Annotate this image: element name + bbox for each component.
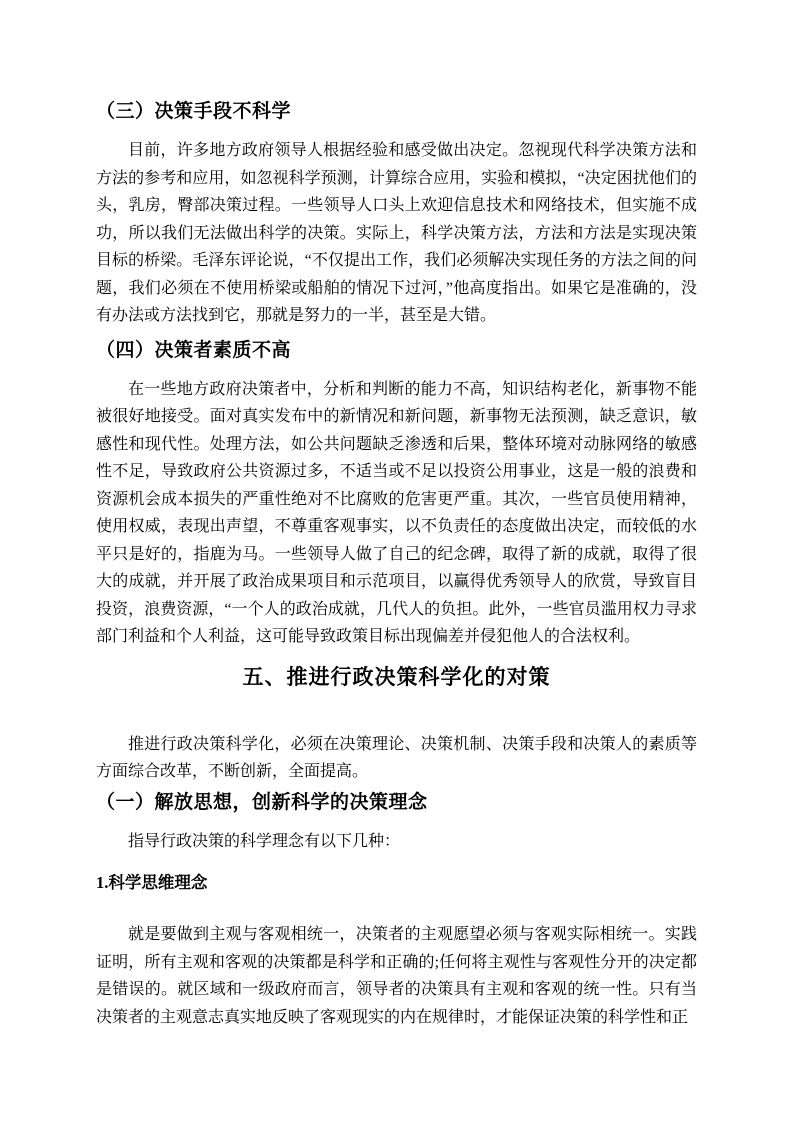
- paragraph-scientific-thinking-body: 就是要做到主观与客观相统一，决策者的主观愿望必须与客观实际相统一。实践证明，所有主观和客观的决策都是科学和正确的;任何将主观性与客观性分开的决定都是错误的。就区域和一级政府而言，领导者的决策具有主观和客观的统一性。只有当决策者的主观意志真实地反映了客观现实的内在规律时，才能保证决策的科学性和正: [96, 926, 697, 1026]
- heading-section-1-emancipate-mind: （一）解放思想，创新科学的决策理念: [96, 791, 428, 813]
- paragraph-chapter-5-intro: 推进行政决策科学化，必须在决策理论、决策机制、决策手段和决策人的素质等方面综合改革，不断创新，全面提高。: [96, 735, 697, 780]
- paragraph-section-4-body: 在一些地方政府决策者中，分析和判断的能力不高，知识结构老化，新事物不能被很好地接受。面对真实发布中的新情况和新问题，新事物无法预测，缺乏意识，敏感性和现代性。处理方法，如公共问题缺乏渗透和后果，整体环境对动脉网络的敏感性不足，导致政府公共资源过多，不适当或不足以投资公用事业，这是一般的浪费和资源机会成本损失的严重性绝对不比腐败的危害更严重。其次，一些官员使用精神，使用权威，表现出声望，不尊重客观事实，以不负责任的态度做出决定，而较低的水平只是好的，指鹿为马。一些领导人做了自己的纪念碑，取得了新的成就，取得了很大的成就，并开展了政治成果项目和示范项目，以赢得优秀领导人的欣赏，导致盲目投资，浪费资源，“一个人的政治成就，几代人的负担。此外，一些官员滥用权力寻求部门利益和个人利益，这可能导致政策目标出现偏差并侵犯他人的合法权利。: [96, 380, 697, 645]
- paragraph-section-1-lead-in: 指导行政决策的科学理念有以下几种：: [128, 832, 401, 850]
- paragraph-section-3-body: 目前，许多地方政府领导人根据经验和感受做出决定。忽视现代科学决策方法和方法的参考和应用，如忽视科学预测，计算综合应用，实验和模拟，“决定困扰他们的头，乳房，臀部决策过程。一些领导人口头上欢迎信息技术和网络技术，但实施不成功，所以我们无法做出科学的决策。实际上，科学决策方法，方法和方法是实现决策目标的桥梁。毛泽东评论说，“不仅提出工作，我们必须解决实现任务的方法之间的问题，我们必须在不使用桥梁或船舶的情况下过河，”他高度指出。如果它是准确的，没有办法或方法找到它，那就是努力的一半，甚至是大错。: [96, 142, 697, 324]
- heading-section-3-decision-means-unscientific: （三）决策手段不科学: [96, 101, 292, 122]
- heading-chapter-5-countermeasures: 五、推进行政决策科学化的对策: [242, 665, 551, 689]
- heading-1-scientific-thinking-concept: 1.科学思维理念: [96, 873, 208, 892]
- heading-section-4-decision-makers-low-quality: （四）决策者素质不高: [96, 339, 292, 361]
